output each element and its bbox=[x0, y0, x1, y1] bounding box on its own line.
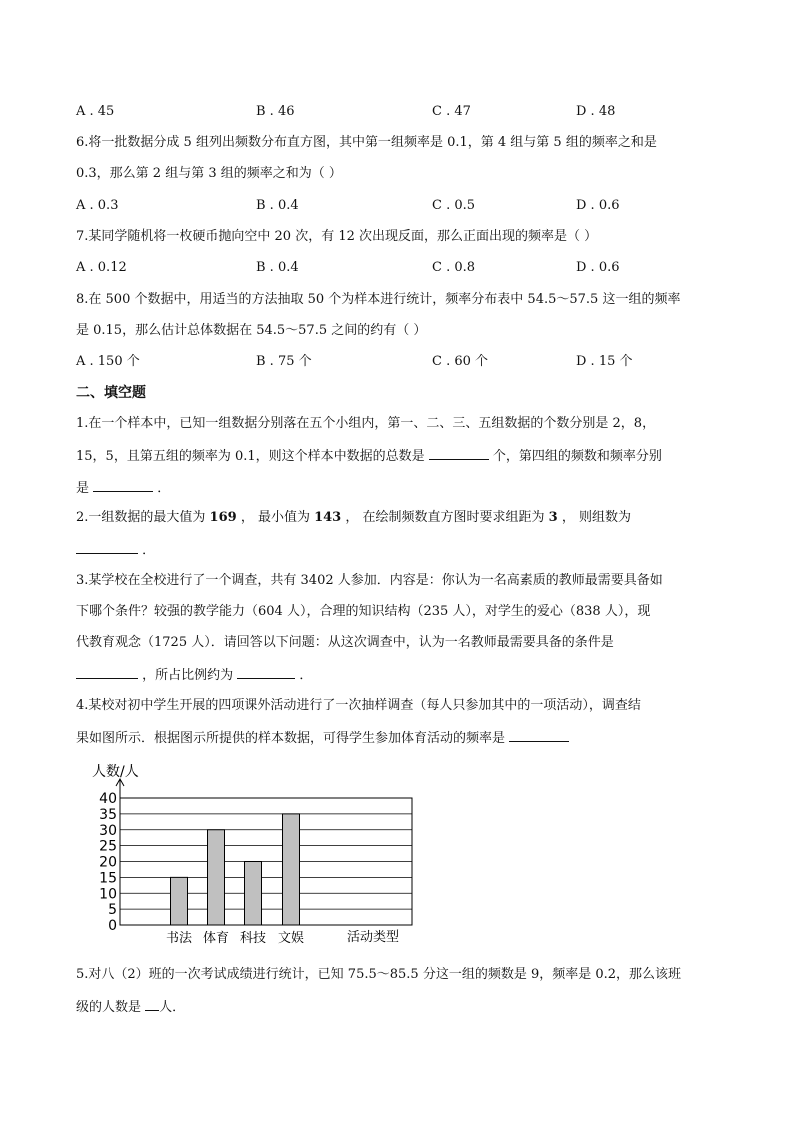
x-axis-label: 活动类型 bbox=[346, 930, 400, 945]
y-tick-label: 25 bbox=[99, 838, 117, 855]
f2-text-a: 2.一组数据的最大值为 bbox=[76, 510, 210, 525]
y-tick-label: 20 bbox=[99, 854, 117, 871]
y-tick-label: 10 bbox=[99, 886, 117, 903]
q8-option-c: C . 60 个 bbox=[432, 354, 489, 369]
bar-chart bbox=[86, 760, 426, 950]
answer-blank[interactable] bbox=[93, 477, 153, 492]
f4-text-line2: 果如图所示．根据图示所提供的样本数据，可得学生参加体育活动的频率是 bbox=[76, 731, 510, 746]
f4-text-line2 bbox=[76, 727, 569, 749]
answer-blank[interactable] bbox=[509, 727, 569, 742]
f3-text-line4a: ，所占比例约为 bbox=[138, 668, 238, 683]
answer-blank[interactable] bbox=[429, 445, 489, 460]
q6-option-a: A . 0.3 bbox=[76, 198, 119, 213]
q7-option-a: A . 0.12 bbox=[76, 260, 127, 275]
answer-blank[interactable] bbox=[237, 664, 295, 679]
y-tick-label: 15 bbox=[99, 870, 117, 887]
q6-option-b: B . 0.4 bbox=[256, 198, 299, 213]
q8-text-line1: 8.在 500 个数据中，用适当的方法抽取 50 个为样本进行统计，频率分布表中 54.5～57.5 这一组的频率 bbox=[76, 292, 681, 307]
f3-text-line3: 代教育观念（1725 人）．请回答以下问题：从这次调查中，认为一名教师最需要具备的条件是 bbox=[76, 635, 614, 650]
bar bbox=[171, 877, 188, 925]
bar bbox=[208, 830, 225, 925]
x-tick-label: 文娱 bbox=[277, 931, 305, 946]
q5-option-d: D . 48 bbox=[576, 104, 616, 119]
answer-blank[interactable] bbox=[76, 664, 138, 679]
y-tick-label: 35 bbox=[99, 806, 117, 823]
q8-option-d: D . 15 个 bbox=[576, 354, 633, 369]
q6-text-line1: 6.将一批数据分成 5 组列出频数分布直方图，其中第一组频率是 0.1，第 4 组与第 5 组的频率之和是 bbox=[76, 135, 657, 150]
answer-blank[interactable] bbox=[76, 539, 138, 554]
bar bbox=[245, 862, 262, 926]
f2-text-b: ， 最小值为 bbox=[236, 510, 315, 525]
f1-text-line1: 1.在一个样本中，已知一组数据分别落在五个小组内，第一、二、三、五组数据的个数分别是 2，8， bbox=[76, 416, 656, 431]
f5-text-line2a: 级的人数是 bbox=[76, 1000, 146, 1015]
f2-min-value: 143 bbox=[314, 510, 342, 525]
q7-option-c: C . 0.8 bbox=[432, 260, 476, 275]
f3-text-line1: 3.某学校在全校进行了一个调查，共有 3402 人参加．内容是：你认为一名高素质的教师最需要具备如 bbox=[76, 573, 663, 588]
x-tick-label: 体育 bbox=[202, 931, 230, 946]
f2-text-c: ， 在绘制频数直方图时要求组距为 bbox=[341, 510, 549, 525]
y-tick-label: 0 bbox=[108, 918, 117, 934]
x-tick-label: 书法 bbox=[165, 931, 193, 946]
q8-option-a: A . 150 个 bbox=[76, 354, 140, 369]
f1-text-line3b: ． bbox=[153, 481, 171, 496]
y-axis-label: 人数/人 bbox=[92, 764, 139, 780]
y-tick-label: 40 bbox=[99, 791, 117, 807]
f4-text-line1: 4.某校对初中学生开展的四项课外活动进行了一次抽样调查（每人只参加其中的一项活动），调查结 bbox=[76, 698, 641, 713]
f3-text-line2: 下哪个条件？较强的教学能力（604 人），合理的知识结构（235 人），对学生的爱心（838 人），现 bbox=[76, 604, 651, 619]
f2-gap-value: 3 bbox=[548, 510, 558, 525]
f1-text-line3 bbox=[76, 477, 170, 499]
y-tick-label: 5 bbox=[108, 902, 117, 919]
section-title: 二、填空题 bbox=[76, 385, 146, 401]
f2-text-d: ， 则组数为 bbox=[557, 510, 631, 525]
f5-text-line2b: 人． bbox=[159, 1000, 186, 1015]
q8-text-line2: 是 0.15，那么估计总体数据在 54.5～57.5 之间的约有（ ） bbox=[76, 323, 427, 338]
q6-text-line2: 0.3，那么第 2 组与第 3 组的频率之和为（ ） bbox=[76, 166, 342, 181]
q5-option-c: C . 47 bbox=[432, 104, 471, 119]
q8-option-b: B . 75 个 bbox=[256, 354, 312, 369]
f2-text-tail: ． bbox=[138, 543, 156, 558]
f3-text-line4 bbox=[76, 664, 312, 686]
f1-text-line2 bbox=[76, 445, 662, 467]
q7-option-b: B . 0.4 bbox=[256, 260, 299, 275]
bar bbox=[283, 814, 300, 925]
f5-text-line2 bbox=[76, 996, 185, 1018]
f3-text-line4b: ． bbox=[295, 668, 313, 683]
q5-option-b: B . 46 bbox=[256, 104, 295, 119]
q7-option-d: D . 0.6 bbox=[576, 260, 620, 275]
f2-text-line2 bbox=[76, 539, 155, 561]
f2-text-line1 bbox=[76, 508, 631, 528]
f1-text-line3a: 是 bbox=[76, 481, 94, 496]
f5-text-line1: 5.对八（2）班的一次考试成绩进行统计，已知 75.5～85.5 分这一组的频数是 9，频率是 0.2，那么该班 bbox=[76, 967, 682, 982]
q6-option-c: C . 0.5 bbox=[432, 198, 476, 213]
q5-option-a: A . 45 bbox=[76, 104, 115, 119]
q6-option-d: D . 0.6 bbox=[576, 198, 620, 213]
f2-max-value: 169 bbox=[209, 510, 237, 525]
q7-text-line1: 7.某同学随机将一枚硬币抛向空中 20 次，有 12 次出现反面，那么正面出现的频率是（ ） bbox=[76, 229, 598, 244]
f1-text-line2a: 15，5，且第五组的频率为 0.1，则这个样本中数据的总数是 bbox=[76, 449, 429, 464]
answer-blank[interactable] bbox=[145, 996, 159, 1011]
x-tick-label: 科技 bbox=[239, 931, 267, 946]
f1-text-line2b: 个，第四组的频数和频率分别 bbox=[488, 449, 662, 464]
y-tick-label: 30 bbox=[99, 822, 117, 839]
